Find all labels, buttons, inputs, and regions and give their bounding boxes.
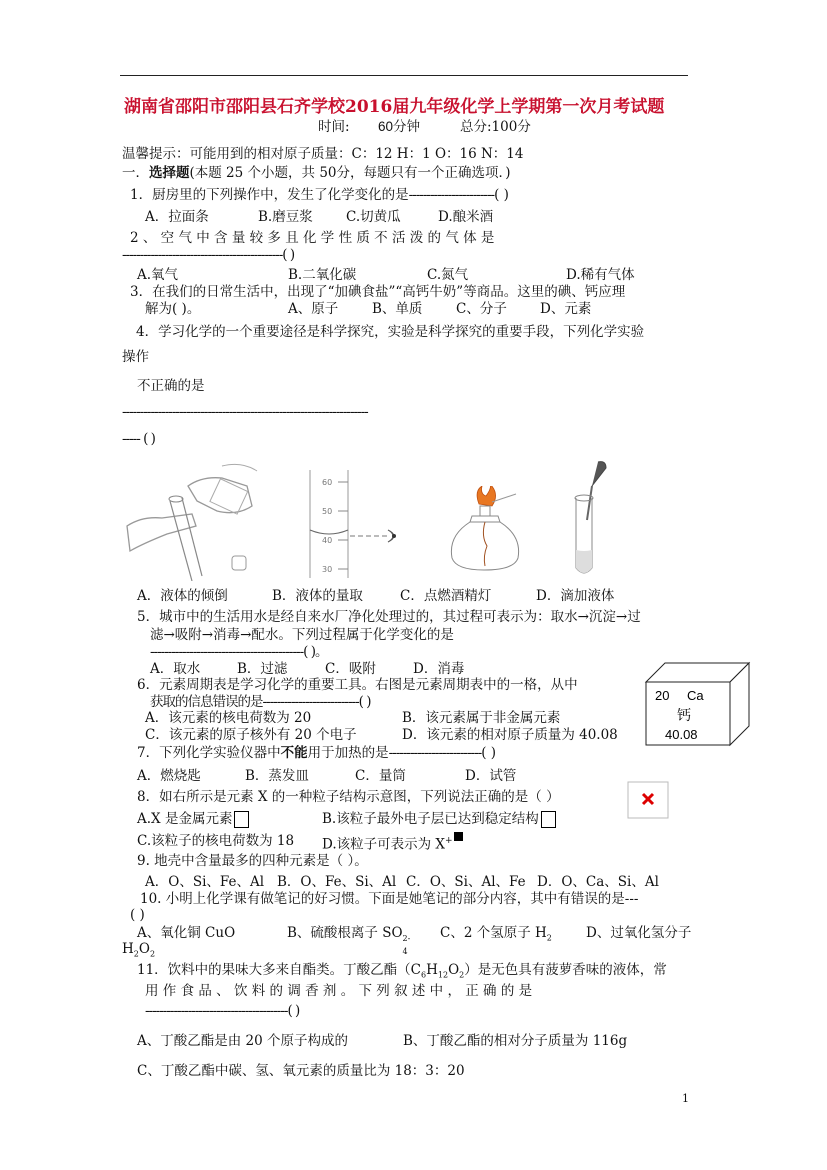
cell-atomic-number: 20 bbox=[655, 688, 670, 703]
q11-text-a: 11．饮料中的果味大多来自酯类。丁酸乙酯（C bbox=[137, 962, 422, 978]
q7-opt-b: B．蒸发皿 bbox=[245, 768, 309, 784]
q11-h: H bbox=[426, 962, 438, 978]
q1-opt-b: B.磨豆浆 bbox=[258, 209, 313, 225]
q9-opt-a: A．O、Si、Fe、Al bbox=[145, 874, 265, 890]
q11-opt-a: A、丁酸乙酯是由 20 个原子构成的 bbox=[137, 1033, 349, 1049]
cell-mass: 40.08 bbox=[665, 727, 698, 742]
q8-opt-d-text: D.该粒子可表示为 X bbox=[322, 836, 446, 853]
q7-opt-d: D．试管 bbox=[465, 768, 517, 784]
q6-opt-a: A．该元素的核电荷数为 20 bbox=[145, 710, 312, 726]
q5-line3: -------------------------------------------( )。 bbox=[150, 644, 328, 660]
q11-sub2: 12 bbox=[437, 970, 449, 980]
q11-line2: 用 作 食 品 、 饮 料 的 调 香 剂 。 下 列 叙 述 中 ， 正 确 的 是 bbox=[145, 983, 533, 999]
q9-opt-d: D．O、Ca、Si、Al bbox=[537, 874, 659, 890]
missing-glyph-box bbox=[234, 811, 249, 828]
q10-opt-c bbox=[440, 924, 552, 948]
q11-o: O bbox=[448, 962, 460, 978]
top-rule bbox=[120, 75, 688, 76]
q5-opt-a: A．取水 bbox=[150, 661, 201, 677]
q9-opt-b: B．O、Fe、Si、Al bbox=[277, 874, 397, 890]
section-desc: (本题 25 个小题，共 50分，每题只有一个正确选项．) bbox=[189, 165, 511, 181]
cyl-tick-50: 50 bbox=[322, 507, 333, 516]
q6-stem: 6．元素周期表是学习化学的重要工具。右图是元素周期表中的一格，从中 bbox=[137, 677, 578, 693]
q4-line4: --------------------------------------------------------------------- bbox=[122, 404, 368, 420]
q10-opt-d: D、过氧化氢分子 bbox=[586, 925, 692, 941]
q11-line3: ----------------------------------------( ) bbox=[145, 1003, 300, 1019]
page-number: 1 bbox=[682, 1092, 689, 1105]
q6-opt-c: C．该元素的原子核外有 20 个电子 bbox=[145, 727, 357, 743]
q7-bold: 不能 bbox=[280, 745, 308, 761]
q6-opt-d: D．该元素的相对原子质量为 40.08 bbox=[402, 727, 618, 743]
q4-stem: 4．学习化学的一个重要途径是科学探究，实验是科学探究的重要手段，下列化学实验 bbox=[136, 324, 645, 340]
broken-image-icon bbox=[627, 781, 669, 819]
q9-stem: 9. 地壳中含量最多的四种元素是（ ）。 bbox=[137, 853, 368, 869]
q7-paren: ( ) bbox=[481, 745, 497, 761]
q2-opt-c: C.氮气 bbox=[427, 267, 469, 283]
q3-opt-c: C、分子 bbox=[456, 301, 507, 317]
cyl-tick-60: 60 bbox=[322, 478, 333, 487]
alcohol-lamp-figure bbox=[444, 486, 534, 582]
q5-opt-b: B．过滤 bbox=[237, 661, 288, 677]
q10-d-sub1: 2 bbox=[133, 949, 139, 959]
q8-opt-d bbox=[322, 832, 463, 854]
q10-stem: 10. 小明上化学课有做笔记的好习惯。下面是她笔记的部分内容，其中有错误的是--- bbox=[140, 891, 639, 907]
q3-line2: 解为( )。 bbox=[145, 301, 201, 317]
q9-opt-c: C．O、Si、Al、Fe bbox=[406, 874, 526, 890]
q4-line2: 操作 bbox=[122, 349, 149, 365]
q1-opt-a: A．拉面条 bbox=[145, 209, 209, 225]
time-value: 60分钟 bbox=[378, 119, 421, 134]
q4-line5: ----- ( ) bbox=[122, 431, 155, 447]
q2-opt-d: D.稀有气体 bbox=[566, 267, 635, 283]
missing-glyph-block bbox=[454, 832, 463, 841]
q1-opt-d: D.酿米酒 bbox=[438, 209, 494, 225]
page-title: 湖南省邵阳市邵阳县石齐学校2016届九年级化学上学期第一次月考试题 bbox=[124, 97, 665, 117]
section-number: 一． bbox=[122, 165, 149, 181]
q8-opt-b bbox=[322, 810, 556, 828]
cell-symbol: Ca bbox=[687, 688, 704, 703]
cyl-tick-40: 40 bbox=[322, 536, 333, 545]
q5-line2: 滤→吸附→消毒→配水。下列过程属于化学变化的是 bbox=[150, 627, 454, 643]
q8-opt-d-sup: + bbox=[445, 836, 453, 846]
q4-caption-c: C．点燃酒精灯 bbox=[400, 588, 492, 604]
q8-opt-a bbox=[137, 810, 249, 828]
section-bold: 选择题 bbox=[149, 165, 190, 181]
q4-caption-b: B．液体的量取 bbox=[272, 588, 363, 604]
q4-caption-d: D．滴加液体 bbox=[536, 588, 615, 604]
q4-line3: 不正确的是 bbox=[137, 378, 205, 394]
q6-opt-b: B．该元素属于非金属元素 bbox=[402, 710, 561, 726]
q2-stem: 2 、 空 气 中 含 量 较 多 且 化 学 性 质 不 活 泼 的 气 体 是 bbox=[130, 230, 495, 246]
cell-name: 钙 bbox=[677, 708, 691, 724]
q7-dashes: -------------------------- bbox=[388, 745, 482, 761]
cyl-tick-30: 30 bbox=[322, 565, 333, 574]
q10-line2: ( ) bbox=[130, 907, 145, 923]
q10-opt-b bbox=[287, 924, 415, 956]
score-label: 总分:100分 bbox=[460, 119, 531, 135]
q3-opt-b: B、单质 bbox=[372, 301, 423, 317]
q10-b-sub: 4 bbox=[402, 947, 408, 956]
q10-c-sub: 2 bbox=[546, 933, 552, 943]
q2-opt-b: B.二氧化碳 bbox=[288, 267, 357, 283]
q1-stem bbox=[130, 186, 509, 204]
q10-opt-a: A、氧化铜 CuO bbox=[137, 925, 236, 941]
q11-text-b: ）是无色具有菠萝香味的液体，常 bbox=[464, 962, 667, 978]
time-label: 时间: bbox=[318, 119, 350, 135]
tip-line: 温馨提示：可能用到的相对原子质量：C：12 H：1 O：16 N：14 bbox=[122, 146, 524, 162]
q10-d-h: H bbox=[122, 941, 134, 957]
q10-opt-b-text: B、硫酸根离子 SO bbox=[287, 925, 403, 941]
q10-b-sup: 2- bbox=[402, 934, 411, 943]
q4-caption-a: A．液体的倾倒 bbox=[137, 588, 228, 604]
pouring-liquid-figure bbox=[122, 456, 262, 581]
q5-opt-d: D．消毒 bbox=[413, 661, 465, 677]
q3-stem: 3．在我们的日常生活中，出现了“加碘食盐”“高钙牛奶”等商品。这里的碘、钙应理 bbox=[130, 284, 626, 300]
q10-opt-c-text: C、2 个氢原子 H bbox=[440, 925, 547, 941]
missing-glyph-box bbox=[541, 811, 556, 828]
periodic-table-cell bbox=[643, 660, 753, 748]
q5-stem: 5．城市中的生活用水是经自来水厂净化处理过的，其过程可表示为：取水→沉淀→过 bbox=[137, 609, 641, 625]
q2-opt-a: A.氧气 bbox=[137, 267, 179, 283]
q11-opt-c: C、丁酸乙酯中碳、氢、氧元素的质量比为 18：3：20 bbox=[137, 1063, 465, 1079]
q11-opt-b: B、丁酸乙酯的相对分子质量为 116g bbox=[403, 1033, 628, 1049]
q11-sub1: 6 bbox=[421, 970, 427, 980]
q3-opt-d: D、元素 bbox=[540, 301, 592, 317]
q8-opt-c: C.该粒子的核电荷数为 18 bbox=[137, 833, 295, 849]
q8-opt-a-text: A.X 是金属元素 bbox=[137, 811, 233, 827]
graduated-cylinder-figure bbox=[300, 470, 410, 580]
q5-opt-c: C．吸附 bbox=[325, 661, 376, 677]
q7-text-a: 7．下列化学实验仪器中 bbox=[137, 745, 281, 761]
q7-opt-c: C．量筒 bbox=[355, 768, 406, 784]
q1-dashes: ------------------------ bbox=[408, 187, 495, 203]
section-heading bbox=[122, 164, 511, 182]
q3-opt-a: A、原子 bbox=[288, 301, 339, 317]
q8-opt-b-text: B.该粒子最外电子层已达到稳定结构 bbox=[322, 811, 539, 827]
dropper-figure bbox=[562, 460, 622, 580]
q7-opt-a: A．燃烧匙 bbox=[137, 768, 201, 784]
q10-d-sub2: 2 bbox=[149, 949, 156, 959]
q1-paren: ( ) bbox=[494, 187, 509, 203]
q1-opt-c: C.切黄瓜 bbox=[346, 209, 401, 225]
q8-stem: 8．如右所示是元素 X 的一种粒子结构示意图，下列说法正确的是（ ） bbox=[137, 789, 560, 805]
q11-sub3: 2 bbox=[459, 970, 465, 980]
q2-line2: ---------------------------------------------( ) bbox=[122, 247, 295, 263]
q6-line2: 获取的信息错误的是---------------------------( ) bbox=[150, 694, 371, 710]
q7-text-b: 用于加热的是 bbox=[307, 745, 389, 761]
q10-d-o: O bbox=[138, 941, 150, 957]
q7-stem bbox=[137, 744, 496, 762]
q1-text: 1．厨房里的下列操作中，发生了化学变化的是 bbox=[130, 187, 409, 203]
